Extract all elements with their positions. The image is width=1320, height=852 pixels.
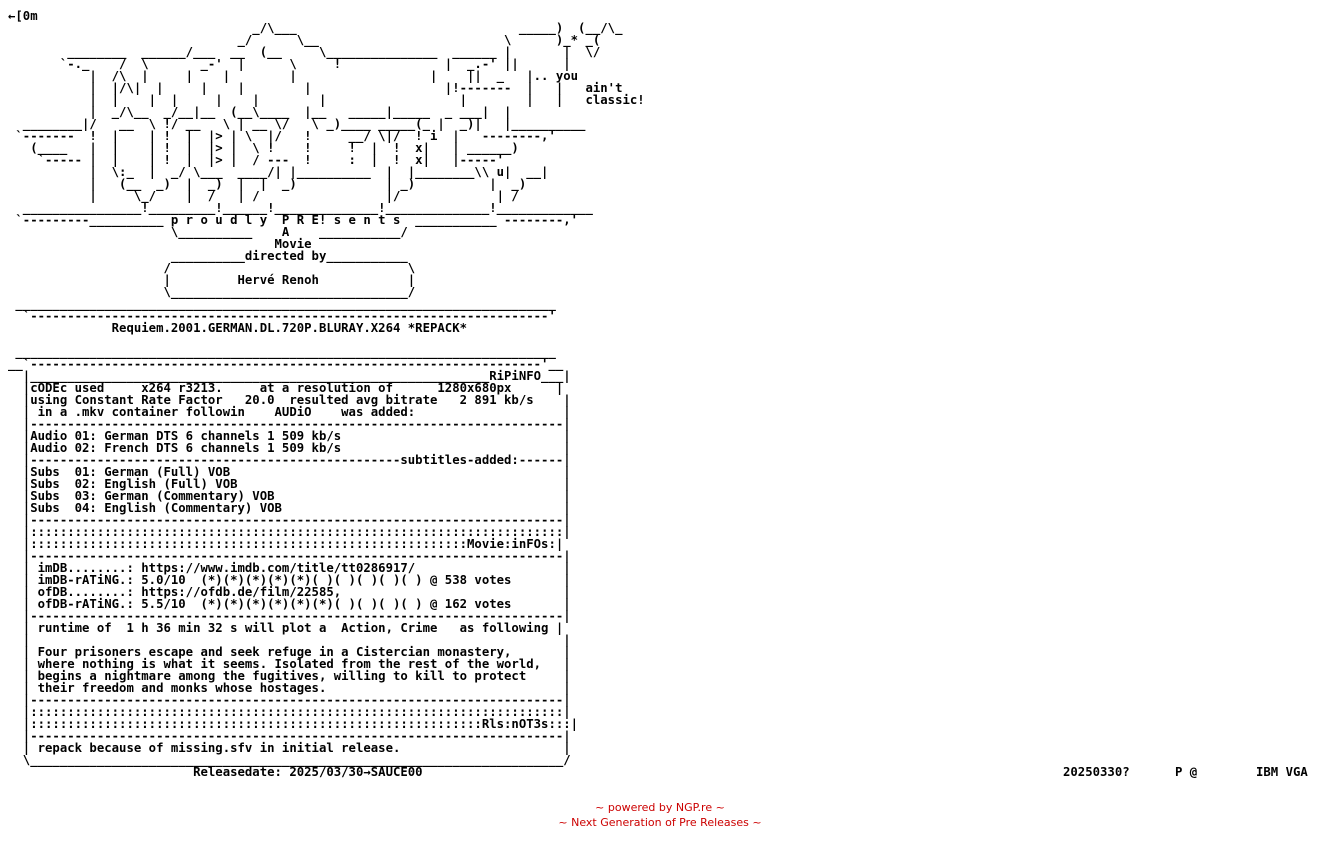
nfo-line: |Audio 02: French DTS 6 channels 1 509 kb/s | bbox=[8, 441, 571, 455]
nfo-line: |------------------------------------------------------------------------| bbox=[8, 417, 571, 431]
nfo-line: |cODEc used x264 r3213. at a resolution of 1280x680px | bbox=[8, 381, 564, 395]
nfo-line: |------------------------------------------------------------------------| bbox=[8, 729, 571, 743]
footer bbox=[0, 800, 1320, 830]
nfo-line: | | bbox=[8, 633, 571, 647]
nfo-line: | |/\| | | | | |!------- | | ain't bbox=[8, 81, 623, 95]
nfo-line: Releasedate: 2025/03/30→SAUCE00 bbox=[8, 765, 423, 779]
nfo-line: | _/\__ _/__|__ (__\____ |__ _____|_____ _ ___| | bbox=[8, 105, 512, 119]
nfo-line: `-._ / \ _-' | \ ! | _.-' || | bbox=[8, 57, 571, 71]
nfo-ascii-art bbox=[8, 10, 645, 778]
nfo-line: |Audio 01: German DTS 6 channels 1 509 kb/s | bbox=[8, 429, 571, 443]
nfo-line: __________directed by___________ bbox=[8, 249, 408, 263]
nfo-line: | begins a nightmare among the fugitives, willing to kill to protect | bbox=[8, 669, 571, 683]
nfo-line: | | | | | | | | | | classic! bbox=[8, 93, 645, 107]
nfo-line: |using Constant Rate Factor 20.0 resulted avg bitrate 2 891 kb/s | bbox=[8, 393, 571, 407]
nfo-line: | their freedom and monks whose hostages. | bbox=[8, 681, 571, 695]
nfo-line: | \_/ | / | / |/ | / bbox=[8, 189, 519, 203]
nfo-line: | Hervé Renoh | bbox=[8, 273, 416, 287]
nfo-line: Movie bbox=[8, 237, 312, 251]
sauce-date: 20250330? bbox=[1063, 765, 1130, 779]
nfo-line: \________________________________________________________________________/ bbox=[8, 753, 571, 767]
nfo-line: |Subs 02: English (Full) VOB | bbox=[8, 477, 571, 491]
nfo-line: `------- ! | | ! | |> | \ |/ ! __/ \|/ ! i | --------,' bbox=[8, 129, 556, 143]
nfo-line: | imDB........: https://www.imdb.com/title/tt0286917/ | bbox=[8, 561, 571, 575]
nfo-line: `----------------------------------------------------------------------' bbox=[8, 309, 556, 323]
nfo-line: |:::::::::::::::::::::::::::::::::::::::::::::::::::::::::::Movie:inFOs:| bbox=[8, 537, 564, 551]
nfo-line: ________________!_________!______!______________!______________!_____________ bbox=[8, 201, 593, 215]
nfo-line: |::::::::::::::::::::::::::::::::::::::::::::::::::::::::::::::::::::::::| bbox=[8, 705, 571, 719]
nfo-line: _/\___ _____) (__/\_ bbox=[8, 21, 623, 35]
nfo-line: |--------------------------------------------------subtitles-added:------| bbox=[8, 453, 571, 467]
nfo-line: | Four prisoners escape and seek refuge in a Cistercian monastery, | bbox=[8, 645, 571, 659]
nfo-line: | imDB-rATiNG.: 5.0/10 (*)(*)(*)(*)(*)( )( )( )( )( ) @ 538 votes | bbox=[8, 573, 571, 587]
sauce-font: IBM VGA bbox=[1256, 765, 1308, 779]
nfo-line: |------------------------------------------------------------------------| bbox=[8, 549, 571, 563]
nfo-line: |:::::::::::::::::::::::::::::::::::::::::::::::::::::::::::::Rls:nOT3s:::| bbox=[8, 717, 579, 731]
nfo-line: \________________________________/ bbox=[8, 285, 416, 299]
nfo-line: _________________________________________________________________________ bbox=[8, 345, 556, 359]
nfo-line: / \ bbox=[8, 261, 416, 275]
sauce-flags: P @ bbox=[1175, 765, 1198, 779]
nfo-line: | where nothing is what it seems. Isolated from the rest of the world, | bbox=[8, 657, 571, 671]
nfo-line: ←[0m bbox=[8, 9, 38, 23]
nfo-line: |::::::::::::::::::::::::::::::::::::::::::::::::::::::::::::::::::::::::| bbox=[8, 525, 571, 539]
nfo-line: |------------------------------------------------------------------------| bbox=[8, 513, 571, 527]
footer-tagline: ~ Next Generation of Pre Releases ~ bbox=[558, 816, 762, 829]
nfo-line: | repack because of missing.sfv in initial release. | bbox=[8, 741, 571, 755]
nfo-line: | ofDB-rATiNG.: 5.5/10 (*)(*)(*)(*)(*)(*)( )( )( )( ) @ 162 votes | bbox=[8, 597, 571, 611]
nfo-line: ________|/ __ \ !/ __ \ | __ \/ \ _)____ _____(_ | _)| |__________ bbox=[8, 117, 586, 131]
nfo-line: | \:_ | _/ \___ ____/| |__________ | |________\\ u| __| bbox=[8, 165, 549, 179]
nfo-line: |______________________________________________________________RiPiNFO___| bbox=[8, 369, 571, 383]
nfo-line: |Subs 01: German (Full) VOB | bbox=[8, 465, 571, 479]
nfo-line: Requiem.2001.GERMAN.DL.720P.BLURAY.X264 *REPACK* bbox=[8, 321, 468, 335]
nfo-line: | /\ | | | | | || _ |.. you bbox=[8, 69, 579, 83]
nfo-line: | ofDB........: https://ofdb.de/film/22585, | bbox=[8, 585, 571, 599]
nfo-line: | in a .mkv container followin AUDiO was added: | bbox=[8, 405, 571, 419]
footer-powered-by[interactable]: ~ powered by NGP.re ~ bbox=[595, 801, 725, 814]
nfo-line: |Subs 04: English (Commentary) VOB | bbox=[8, 501, 571, 515]
nfo-line: `----- | | | ! | |> | / --- ! : | ! x| |-----' bbox=[8, 153, 505, 167]
nfo-line: \__________ A ___________/ bbox=[8, 225, 408, 239]
nfo-line: | (__ _) | _) | | _) | _) | _) bbox=[8, 177, 527, 191]
nfo-line: |------------------------------------------------------------------------| bbox=[8, 693, 571, 707]
nfo-line: (____ | | | ! | |> | \ ! ! ! | ! x| | ______) bbox=[8, 141, 519, 155]
nfo-line: |------------------------------------------------------------------------| bbox=[8, 609, 571, 623]
nfo-line: ________ ______/___ __ (__ \_______________ ______ | | \/ bbox=[8, 45, 601, 59]
nfo-line: `---------__________ p r o u d l y P R E! s e n t s ___________ --------,' bbox=[8, 213, 579, 227]
nfo-line: |Subs 03: German (Commentary) VOB | bbox=[8, 489, 571, 503]
nfo-line: _/ \__ \ )_* _( bbox=[8, 33, 601, 47]
nfo-line: | runtime of 1 h 36 min 32 s will plot a Action, Crime as following | bbox=[8, 621, 564, 635]
nfo-line: __`---------------------------------------------------------------------'__ bbox=[8, 357, 564, 371]
nfo-line: _________________________________________________________________________ bbox=[8, 297, 556, 311]
